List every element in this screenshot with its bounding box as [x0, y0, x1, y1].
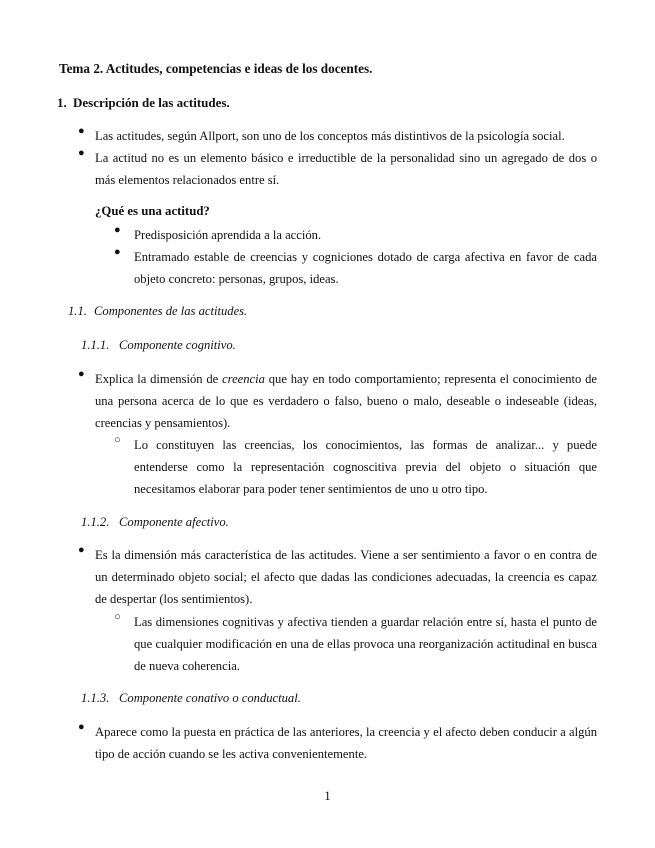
section-label: Descripción de las actitudes.	[73, 95, 230, 110]
bullet-icon: ●	[78, 544, 85, 556]
text-run: Explica la dimensión de	[95, 372, 223, 386]
list-item	[78, 368, 597, 434]
list-item-text: La actitud no es un elemento básico e irreductible de la personalidad sino un agregado de dos o más elementos relacionados entre sí.	[95, 151, 597, 187]
section-heading-1	[57, 95, 230, 111]
bullet-icon: ●	[78, 125, 85, 137]
bullet-icon: ●	[78, 721, 85, 733]
question-heading: ¿Qué es una actitud?	[95, 204, 210, 218]
list-item-text: Las dimensiones cognitivas y afectiva tienden a guardar relación entre sí, hasta el punto de que cualquier modificación en una de ellas provoca una reorganización actitudinal en busca de nueva coherencia.	[134, 615, 597, 673]
list-item	[78, 147, 597, 191]
list-item-text: Predisposición aprendida a la acción.	[134, 228, 322, 242]
list-item	[114, 434, 597, 500]
section-heading-1-1-2	[81, 515, 229, 530]
bullet-icon: ●	[78, 368, 85, 380]
list-item-text	[95, 368, 597, 434]
list-item	[78, 721, 597, 765]
list-item	[114, 246, 597, 290]
section-number: 1.1.1.	[81, 338, 110, 352]
section-number: 1.1.3.	[81, 691, 110, 705]
text-run: que hay en todo comportamiento; representa el conocimiento de una persona acerca de lo que es verdadero o falso, bueno o malo, deseable o indeseable (ideas, creencias y pensamientos).	[95, 372, 597, 430]
emphasis-text: creencia	[222, 372, 265, 386]
list-item-text: Entramado estable de creencias y cogniciones dotado de carga afectiva en favor de cada objeto concreto: personas, grupos, ideas.	[134, 250, 597, 286]
bullet-icon: ●	[114, 246, 121, 258]
list-item-text: Lo constituyen las creencias, los conocimientos, las formas de analizar... y puede entenderse como la representación cognoscitiva previa del objeto o situación que necesitamos elaborar para poder tener sentimientos de uno u otro tipo.	[134, 438, 597, 496]
list-item	[78, 125, 597, 147]
circle-bullet-icon: ○	[114, 611, 121, 623]
list-item	[114, 224, 597, 246]
section-number: 1.1.2.	[81, 515, 110, 529]
list-item-text: Es la dimensión más característica de las actitudes. Viene a ser sentimiento a favor o en contra de un determinado objeto social; el afecto que dadas las condiciones adecuadas, la creencia es capaz de despertar (los sentimientos).	[95, 548, 597, 606]
section-label: Componente cognitivo.	[119, 338, 236, 352]
section-number: 1.1.	[68, 304, 87, 318]
page-number: 1	[324, 788, 331, 803]
circle-bullet-icon: ○	[114, 434, 121, 446]
section-label: Componente conativo o conductual.	[119, 691, 301, 705]
section-heading-1-1-3	[81, 691, 301, 706]
section-heading-1-1-1	[81, 338, 236, 353]
bullet-icon: ●	[78, 147, 85, 159]
document-title: Tema 2. Actitudes, competencias e ideas de los docentes.	[59, 61, 373, 76]
list-item	[114, 611, 597, 677]
section-label: Componentes de las actitudes.	[94, 304, 248, 318]
section-number: 1.	[57, 95, 67, 110]
list-item-text: Las actitudes, según Allport, son uno de los conceptos más distintivos de la psicología social.	[95, 129, 565, 143]
list-item	[78, 544, 597, 610]
bullet-icon: ●	[114, 224, 121, 236]
list-item-text: Aparece como la puesta en práctica de las anteriores, la creencia y el afecto deben conducir a algún tipo de acción cuando se les activa convenientemente.	[95, 725, 597, 761]
section-label: Componente afectivo.	[119, 515, 229, 529]
section-heading-1-1	[68, 304, 247, 319]
